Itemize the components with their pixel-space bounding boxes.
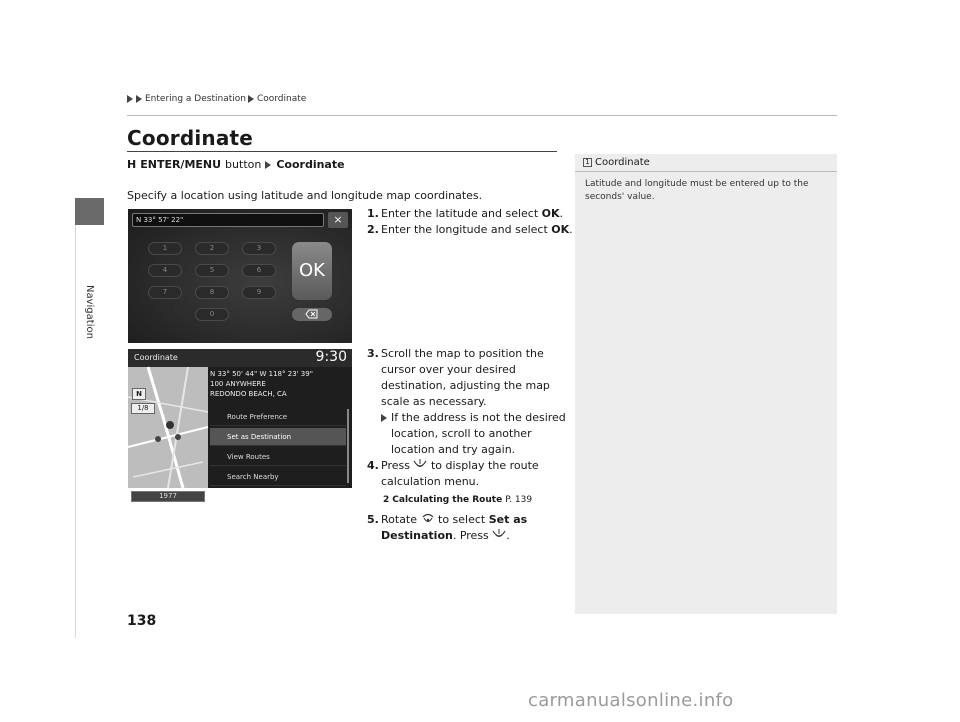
step-number: 5. [367,513,379,526]
menu-search-nearby[interactable]: Search Nearby [210,468,346,486]
step-text: . [569,223,573,236]
map-zoom: 1/8 [131,403,155,414]
page-reference [367,492,567,508]
step-bold: OK [551,223,570,236]
note-panel [575,154,837,614]
path-arrow-icon [265,161,271,169]
key-3[interactable]: 3 [242,242,276,255]
key-6[interactable]: 6 [242,264,276,277]
steps-list-continued [367,346,567,544]
path-item: Coordinate [276,158,345,171]
path-button-word: button [225,158,262,171]
substep-text: location, scroll to another [391,427,532,440]
map-screen [128,349,352,500]
breadcrumb-arrow-icon [136,95,142,103]
scrollbar[interactable] [347,409,349,483]
step-text: Enter the longitude and select [381,223,552,236]
step-item [367,222,573,238]
location-info [210,369,350,399]
step-number: 2. [367,223,379,236]
step-bold: Destination [381,529,453,542]
menu-path [127,158,345,171]
note-header [575,154,837,172]
substep-text: If the address is not the desired [391,411,566,424]
step-text: Enter the latitude and select [381,207,542,220]
steps-list [367,206,573,238]
step-text: cursor over your desired [381,363,516,376]
page-number: 138 [127,613,157,629]
side-rule [75,198,76,638]
step-line [367,528,567,544]
breadcrumb-item: Coordinate [256,94,307,104]
substep [367,410,567,426]
step-item [367,346,567,362]
clock: 9:30 [315,349,347,365]
key-4[interactable]: 4 [148,264,182,277]
section-label: Navigation [84,285,95,339]
substep-text: location and try again. [391,443,516,456]
delete-button[interactable] [292,308,332,321]
map-scale: 1977 [131,491,205,502]
home-icon: H [127,158,137,171]
map-view[interactable] [128,367,208,500]
note-body [575,172,837,210]
step-text: destination, adjusting the map [381,379,550,392]
backspace-icon [306,310,318,318]
screen-title: Coordinate [134,353,178,362]
step-text: Scroll the map to position the [381,347,544,360]
map-roads-icon [128,367,208,488]
key-0[interactable]: 0 [195,308,229,321]
step-text: . [506,529,510,542]
note-line: Latitude and longitude must be entered up to the [585,179,809,189]
coordinates: N 33° 50' 44" W 118° 23' 39" [210,370,313,378]
key-7[interactable]: 7 [148,286,182,299]
step-item [367,512,567,528]
breadcrumb-item: Entering a Destination [145,94,246,104]
enter-knob-icon [492,529,506,541]
enter-knob-icon [413,459,427,471]
close-button[interactable]: × [328,212,348,228]
menu-set-as-destination[interactable]: Set as Destination [210,428,346,446]
section-tab [75,198,104,225]
address-line-1: 100 ANYWHERE [210,380,266,388]
reference-page: P. 139 [505,495,533,505]
reference-marker: 2 [383,495,390,505]
step-bold: OK [541,207,560,220]
step-text: . Press [452,529,489,542]
breadcrumb-arrow-icon [127,95,133,103]
path-button: ENTER/MENU [140,158,222,171]
title-rule [127,151,557,152]
step-bold: Set as [488,513,528,526]
breadcrumb [127,94,306,104]
step-item [367,458,567,474]
note-title: Coordinate [595,157,650,168]
step-number: 4. [367,459,379,472]
breadcrumb-arrow-icon [248,95,254,103]
route-menu [210,408,346,488]
rotate-knob-icon [421,513,435,525]
intro-text: Specify a location using latitude and longitude map coordinates. [127,189,483,202]
step-item [367,206,573,222]
watermark: carmanualsonline.info [528,690,734,711]
address-line-2: REDONDO BEACH, CA [210,390,287,398]
menu-view-routes[interactable]: View Routes [210,448,346,466]
key-9[interactable]: 9 [242,286,276,299]
north-indicator: N [132,388,146,400]
step-text: Rotate [381,513,418,526]
step-text: Press [381,459,410,472]
step-text: . [559,207,564,220]
note-line: seconds' value. [585,192,655,202]
ok-button[interactable]: OK [292,242,332,300]
step-text: scale as necessary. [381,395,487,408]
key-8[interactable]: 8 [195,286,229,299]
step-number: 3. [367,347,379,360]
step-text: to select [438,513,486,526]
menu-route-preference[interactable]: Route Preference [210,408,346,426]
key-5[interactable]: 5 [195,264,229,277]
key-2[interactable]: 2 [195,242,229,255]
step-number: 1. [367,207,379,220]
coordinate-input[interactable]: N 33° 57' 22" [132,213,324,227]
step-text: calculation menu. [381,475,480,488]
step-text: to display the route [430,459,539,472]
keypad-screen [128,209,352,343]
key-1[interactable]: 1 [148,242,182,255]
note-marker: 1 [583,158,592,167]
header-rule [127,115,837,116]
reference-title: Calculating the Route [392,495,503,505]
page-title: Coordinate [127,126,254,150]
substep-arrow-icon [381,414,387,422]
